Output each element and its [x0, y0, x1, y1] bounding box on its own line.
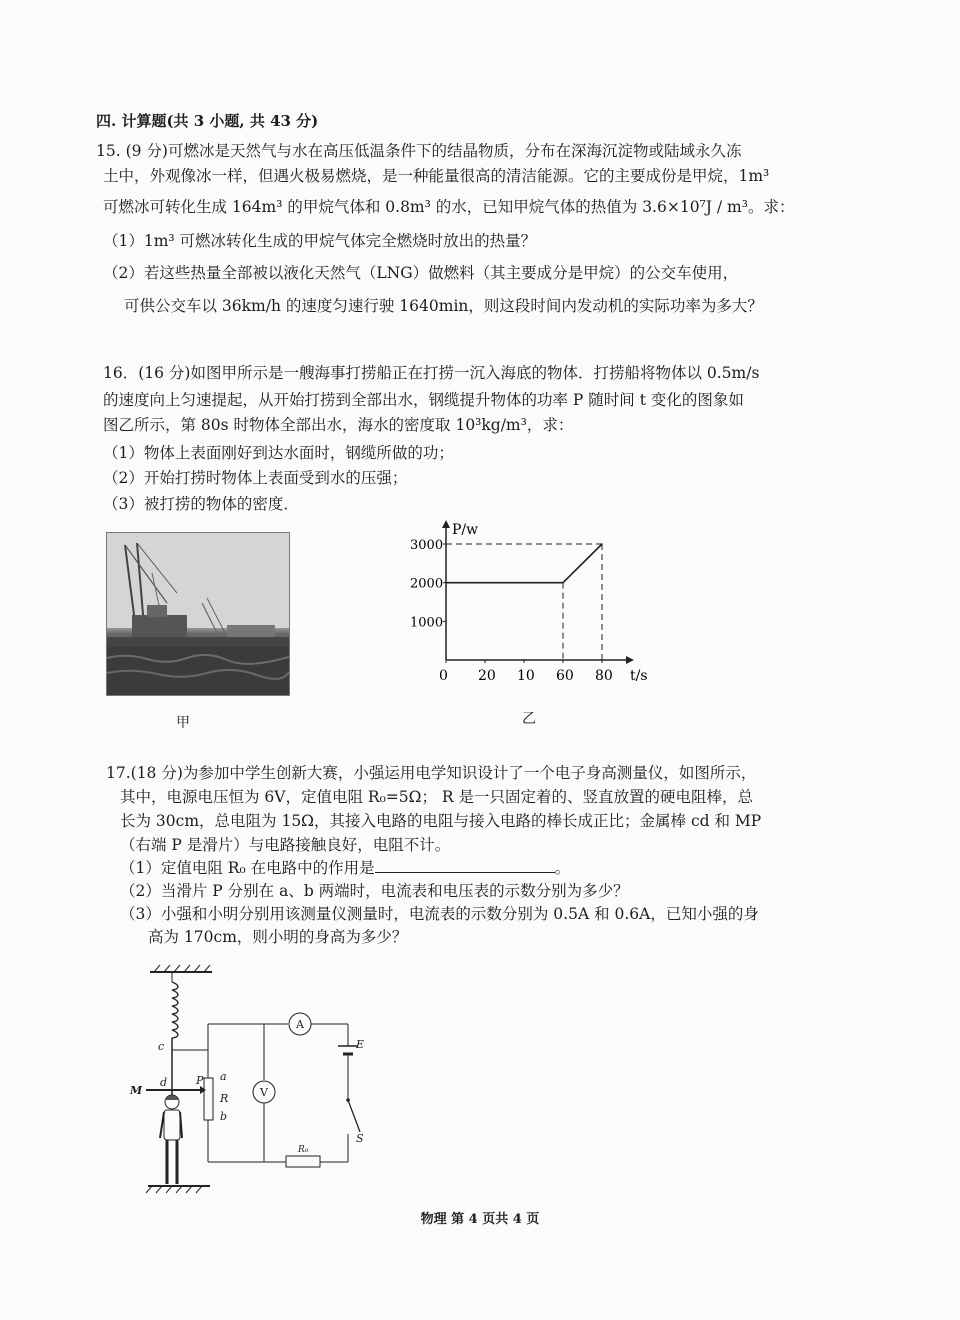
label-r: R [220, 1092, 229, 1105]
battery-label: E [356, 1038, 365, 1051]
power-time-chart [400, 512, 660, 687]
power-series-point [445, 582, 447, 584]
q15-line-1: 15. (9 分)可燃冰是天然气与水在高压低温条件下的结晶物质，分布在深海沉淀物或陆域永久冻 [96, 142, 742, 160]
q15-line-3: 可燃冰可转化生成 164m³ 的甲烷气体和 0.8m³ 的水，已知甲烷气体的热值为 3.6×10⁷J / m³。求： [103, 198, 795, 216]
resistor-bar-icon [204, 1078, 213, 1120]
x-tick-label: 20 [478, 668, 496, 684]
q16-line-1: 16．(16 分)如图甲所示是一艘海事打捞船正在打捞一沉入海底的物体．打捞船将物体以 0.5m/s [103, 364, 760, 382]
q17-line-5 [120, 857, 570, 879]
q16-line-6: （3）被打捞的物体的密度． [103, 495, 299, 513]
page-footer: 物理 第 4 页共 4 页 [420, 1212, 540, 1227]
y-tick-label: 2000 [410, 576, 444, 592]
q17-line-6: （2）当滑片 P 分别在 a、b 两端时，电流表和电压表的示数分别为多少？ [120, 882, 629, 900]
label-m: M [130, 1084, 143, 1097]
q17-line-7: （3）小强和小明分别用该测量仪测量时，电流表的示数分别为 0.5A 和 0.6A，已知小强的身 [120, 905, 759, 923]
label-b: b [220, 1110, 228, 1123]
power-series-point [562, 582, 564, 584]
x-tick-label: 80 [595, 668, 613, 684]
label-c: c [158, 1040, 165, 1053]
x-axis-arrow [626, 656, 634, 664]
y-axis-arrow [442, 520, 450, 528]
power-series-point [601, 543, 603, 545]
q15-line-4: （1）1m³ 可燃冰转化生成的甲烷气体完全燃烧时放出的热量？ [103, 232, 537, 250]
salvage-ship-drawing [107, 533, 289, 695]
switch-icon [348, 1100, 360, 1132]
q16-line-2: 的速度向上匀速提起，从开始打捞到全部出水，钢缆提升物体的功率 P 随时间 t 变化的图象如 [103, 391, 744, 409]
x-axis-label: t/s [630, 668, 648, 684]
resistor-r0-label: R₀ [298, 1145, 309, 1155]
resistor-r0-icon [286, 1156, 320, 1167]
switch-label: S [356, 1132, 364, 1145]
q15-line-5: （2）若这些热量全部被以液化天然气（LNG）做燃料（其主要成分是甲烷）的公交车使用， [103, 264, 739, 282]
figure-b-caption: 乙 [522, 711, 536, 727]
section-title: 四. 计算题(共 3 小题, 共 43 分) [96, 112, 319, 130]
q17-part1-end: 。 [554, 859, 571, 877]
voltmeter-label: V [260, 1086, 268, 1099]
salvage-ship-photo [106, 532, 290, 696]
q17-line-1: 17.(18 分)为参加中学生创新大赛，小强运用电学知识设计了一个电子身高测量仪，如图所示， [106, 764, 757, 782]
q17-line-3: 长为 30cm，总电阻为 15Ω，其接入电路的电阻与接入电路的棒长成正比；金属棒 cd 和 MP [120, 812, 762, 830]
y-tick-label: 3000 [410, 538, 444, 553]
answer-blank [375, 858, 555, 873]
q17-part1-text: （1）定值电阻 R₀ 在电路中的作用是 [120, 859, 375, 877]
q15-line-6: 可供公交车以 36km/h 的速度匀速行驶 1640min，则这段时间内发动机的实际功率为多大？ [124, 297, 763, 315]
q17-line-2: 其中，电源电压恒为 6V，定值电阻 R₀=5Ω； R 是一只固定着的、竖直放置的硬电阻棒，总 [120, 788, 754, 806]
x-tick-label: 60 [556, 668, 574, 684]
label-p: P [196, 1074, 204, 1087]
x-tick-label: 0 [439, 668, 448, 684]
ammeter-label: A [296, 1018, 304, 1031]
height-meter-circuit [120, 962, 380, 1202]
label-d: d [160, 1076, 168, 1089]
power-series-line [446, 544, 602, 583]
x-tick-label: 10 [517, 668, 535, 684]
label-a: a [220, 1070, 227, 1083]
figure-a-caption: 甲 [176, 715, 190, 731]
q16-line-5: （2）开始打捞时物体上表面受到水的压强； [103, 469, 408, 487]
person-icon [160, 1095, 182, 1184]
q17-line-8: 高为 170cm，则小明的身高为多少？ [148, 928, 408, 946]
q16-line-4: （1）物体上表面刚好到达水面时，钢缆所做的功； [103, 444, 454, 462]
q15-line-2: 土中，外观像冰一样，但遇火极易燃烧，是一种能量很高的清洁能源。它的主要成份是甲烷，1m³ [103, 167, 770, 185]
y-tick-label: 1000 [410, 615, 444, 631]
y-axis-label: P/w [452, 522, 479, 538]
q16-line-3: 图乙所示，第 80s 时物体全部出水，海水的密度取 10³kg/m³，求： [103, 416, 574, 434]
q17-line-4: （右端 P 是滑片）与电路接触良好，电阻不计。 [120, 836, 451, 854]
